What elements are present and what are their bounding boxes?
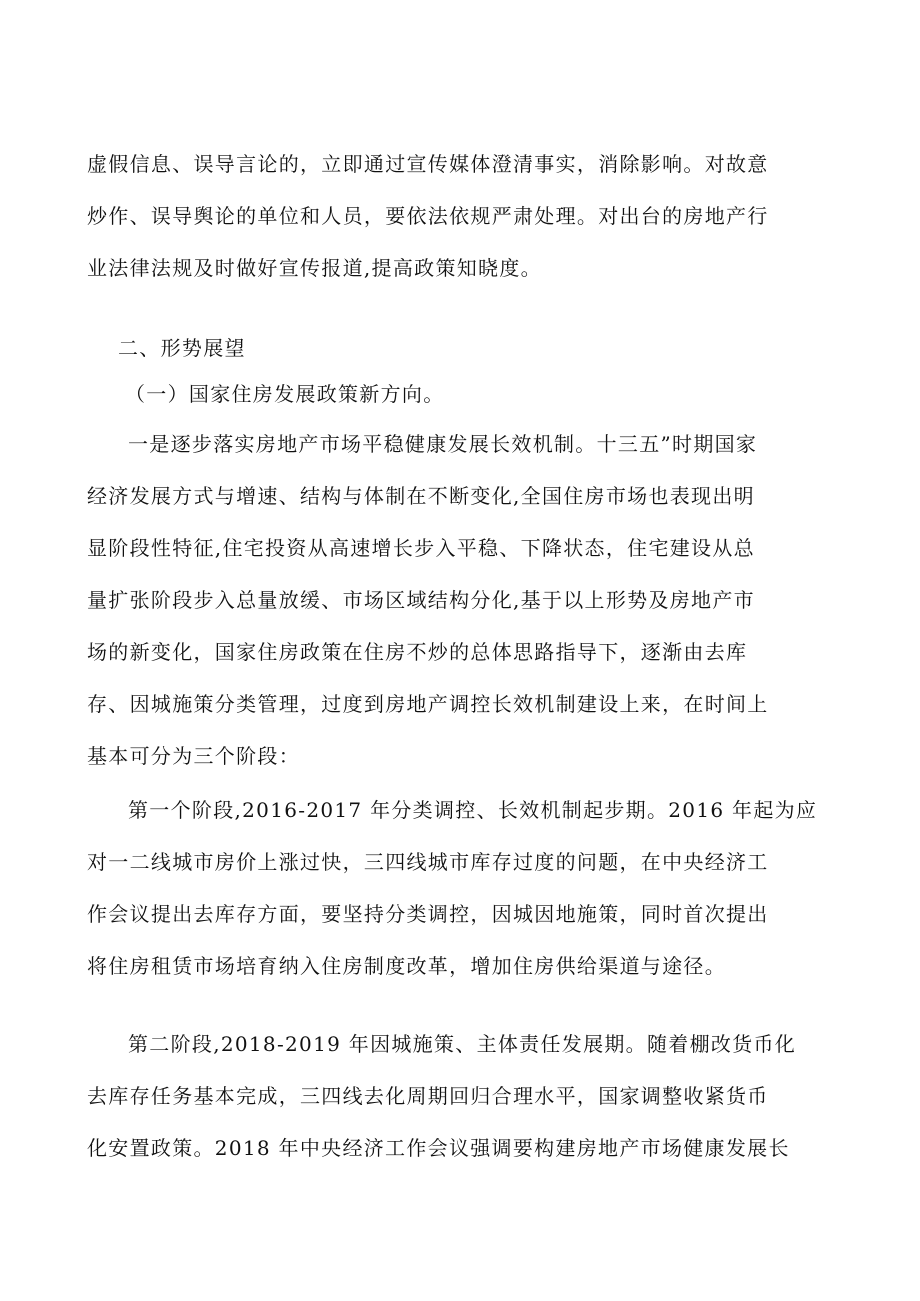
- paragraph-line: 量扩张阶段步入总量放缓、市场区域结构分化,基于以上形势及房地产市: [87, 588, 755, 612]
- paragraph-line: 对一二线城市房价上涨过快，三四线城市库存过度的问题，在中央经济工: [87, 850, 769, 874]
- paragraph-line: 第一个阶段,2016-2017 年分类调控、长效机制起步期。2016 年起为应: [128, 798, 818, 822]
- paragraph-line: 一是逐步落实房地产市场平稳健康发展长效机制。十三五”时期国家: [128, 432, 758, 456]
- subsection-heading: （一）国家住房发展政策新方向。: [125, 382, 445, 406]
- text-line: 炒作、误导舆论的单位和人员，要依法依规严肃处理。对出台的房地产行: [87, 204, 769, 228]
- text-line: 虚假信息、误导言论的，立即通过宣传媒体澄清事实，消除影响。对故意: [87, 152, 769, 176]
- text-line: 业法律法规及时做好宣传报道,提高政策知晓度。: [87, 256, 542, 280]
- paragraph-line: 基本可分为三个阶段：: [87, 744, 300, 768]
- paragraph-line: 将住房租赁市场培育纳入住房制度改革，增加住房供给渠道与途径。: [87, 954, 726, 978]
- section-heading: 二、形势展望: [118, 336, 246, 360]
- paragraph-line: 场的新变化，国家住房政策在住房不炒的总体思路指导下，逐渐由去库: [87, 640, 748, 664]
- paragraph-line: 第二阶段,2018-2019 年因城施策、主体责任发展期。随着棚改货币化: [128, 1032, 797, 1056]
- paragraph-line: 存、因城施策分类管理，过度到房地产调控长效机制建设上来，在时间上: [87, 692, 769, 716]
- paragraph-line: 作会议提出去库存方面，要坚持分类调控，因城因地施策，同时首次提出: [87, 902, 769, 926]
- paragraph-line: 显阶段性特征,住宅投资从高速增长步入平稳、下降状态，住宅建设从总: [87, 536, 755, 560]
- paragraph-line: 经济发展方式与增速、结构与体制在不断变化,全国住房市场也表现出明: [87, 484, 755, 508]
- paragraph-line: 化安置政策。2018 年中央经济工作会议强调要构建房地产市场健康发展长: [87, 1136, 790, 1160]
- paragraph-line: 去库存任务基本完成，三四线去化周期回归合理水平，国家调整收紧货币: [87, 1084, 769, 1108]
